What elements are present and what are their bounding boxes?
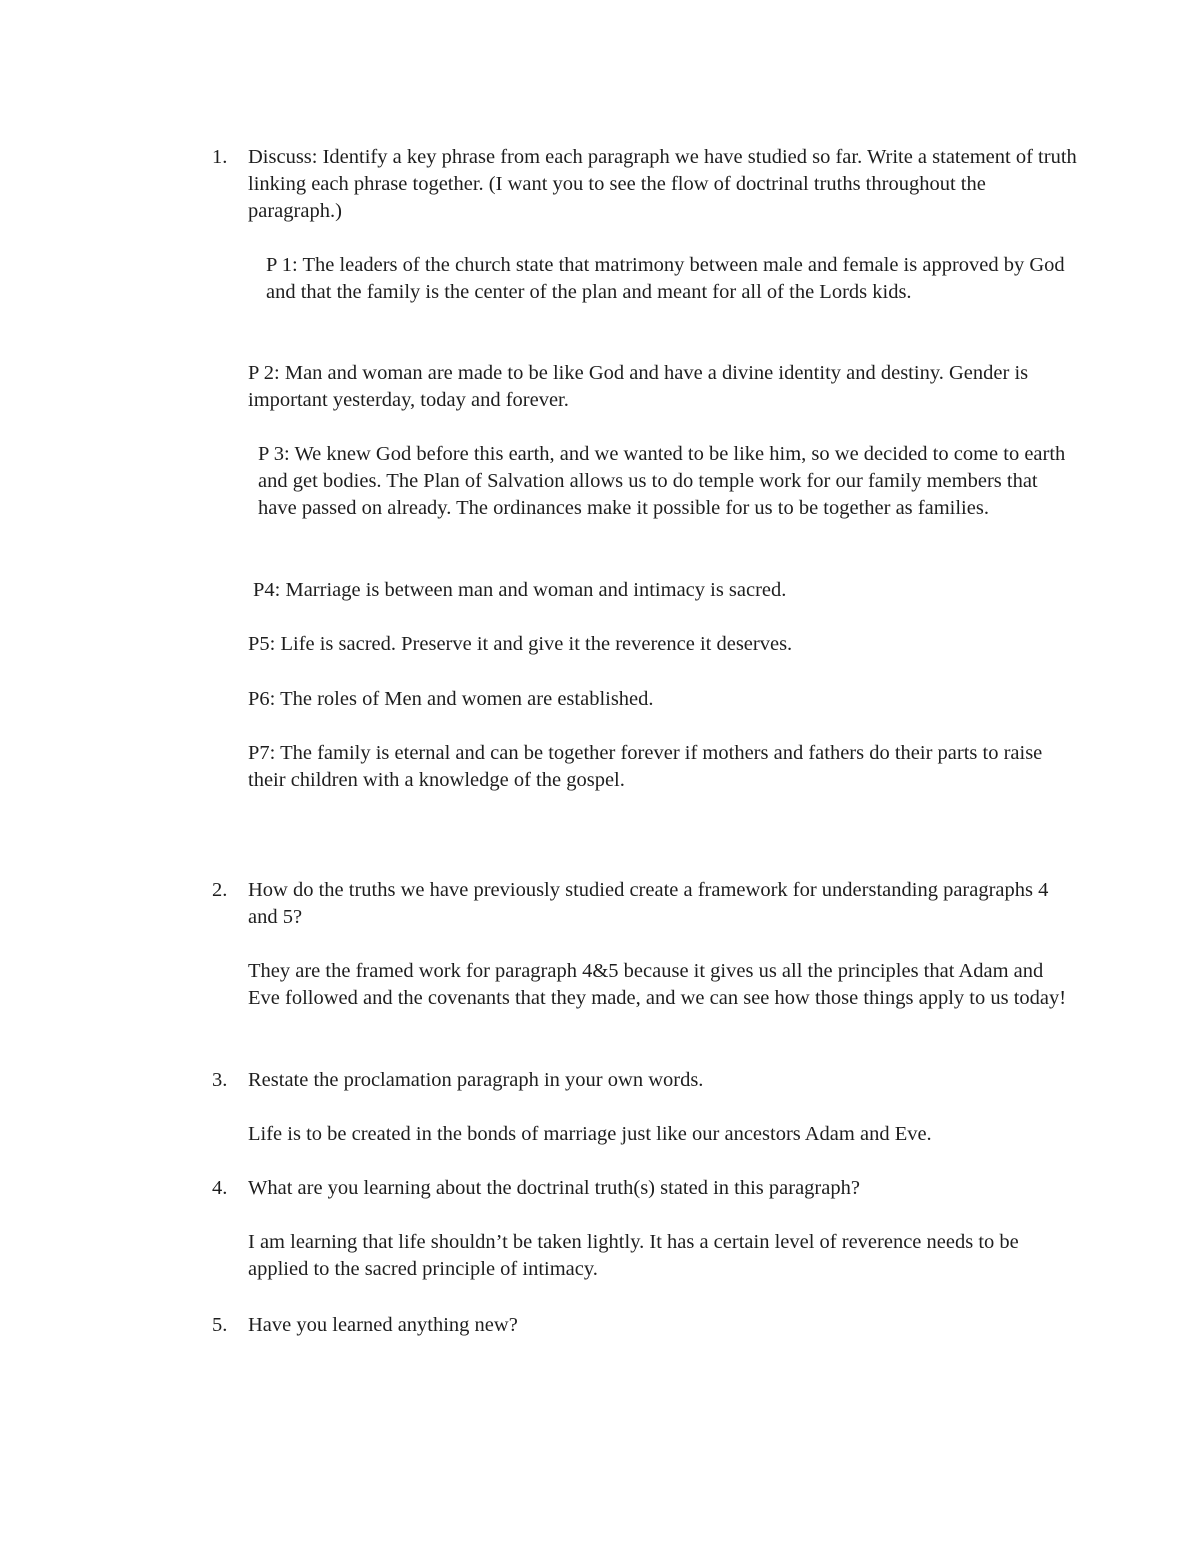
question-prompt: How do the truths we have previously studied create a framework for understanding paragraphs 4 and 5?	[248, 879, 1049, 928]
question-number: 3.	[212, 1069, 228, 1091]
question-prompt: Have you learned anything new?	[248, 1314, 518, 1336]
answer-p2: P 2: Man and woman are made to be like God and have a divine identity and destiny. Gender is important yesterday, today and forever.	[248, 362, 1029, 411]
answer-p6: P6: The roles of Men and women are established.	[248, 688, 654, 710]
question-prompt: What are you learning about the doctrinal truth(s) stated in this paragraph?	[248, 1177, 860, 1199]
answer-p7: P7: The family is eternal and can be together forever if mothers and fathers do their parts to raise their children with a knowledge of the gospel.	[248, 742, 1043, 791]
question-number: 1.	[212, 146, 228, 168]
answer-q4: I am learning that life shouldn’t be taken lightly. It has a certain level of reverence needs to be applied to the sacred principle of intimacy.	[248, 1231, 1019, 1280]
answer-q3: Life is to be created in the bonds of marriage just like our ancestors Adam and Eve.	[248, 1123, 932, 1145]
answer-q2: They are the framed work for paragraph 4&5 because it gives us all the principles that Adam and Eve followed and the covenants that they made, and we can see how those things apply to us today!	[248, 960, 1067, 1009]
question-prompt: Discuss: Identify a key phrase from each paragraph we have studied so far. Write a statement of truth linking each phrase together. (I want you to see the flow of doctrinal truths throughout the paragraph.)	[248, 146, 1077, 222]
answer-p4: P4: Marriage is between man and woman and intimacy is sacred.	[253, 579, 787, 601]
question-number: 5.	[212, 1314, 228, 1336]
question-number: 4.	[212, 1177, 228, 1199]
answer-p3: P 3: We knew God before this earth, and we wanted to be like him, so we decided to come to earth and get bodies. The Plan of Salvation allows us to do temple work for our family members that have passed on already. The ordinances make it possible for us to be together as families.	[258, 443, 1066, 519]
question-number: 2.	[212, 879, 228, 901]
question-prompt: Restate the proclamation paragraph in your own words.	[248, 1069, 704, 1091]
answer-p1: P 1: The leaders of the church state that matrimony between male and female is approved by God and that the family is the center of the plan and meant for all of the Lords kids.	[266, 254, 1065, 303]
answer-p5: P5: Life is sacred. Preserve it and give it the reverence it deserves.	[248, 633, 793, 655]
